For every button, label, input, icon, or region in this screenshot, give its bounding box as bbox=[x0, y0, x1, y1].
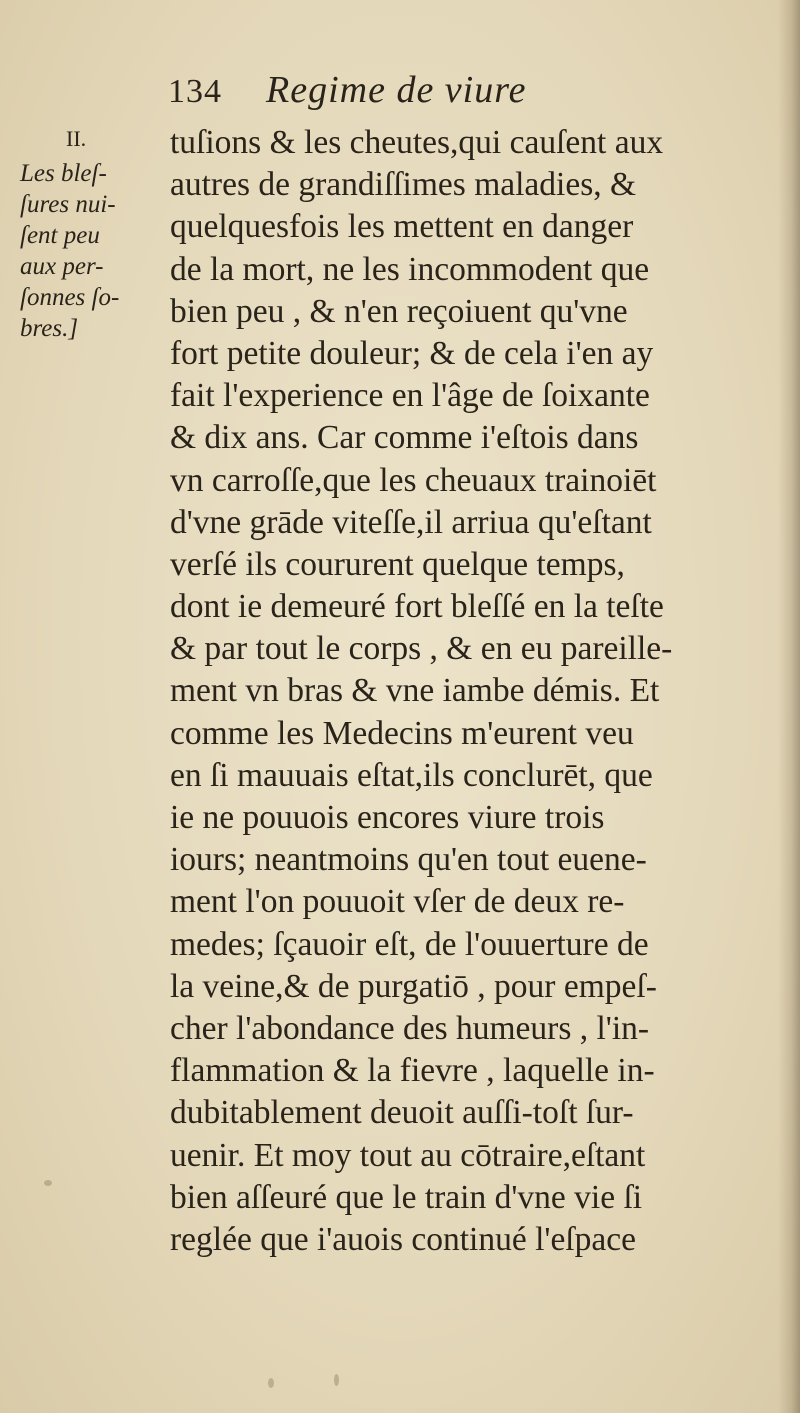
ink-spot bbox=[268, 1378, 274, 1388]
text-line: verſé ils coururent quelque temps, bbox=[170, 545, 625, 583]
running-title: Regime de viure bbox=[266, 69, 527, 111]
page-spine-shadow bbox=[778, 0, 800, 1413]
marginal-number: II. bbox=[66, 126, 87, 151]
text-line: fait l'experience en l'âge de ſoixante bbox=[170, 377, 650, 415]
text-line: autres de grandiſſimes maladies, & bbox=[170, 166, 637, 204]
marginal-note-line: aux per- bbox=[20, 253, 104, 280]
text-line: fort petite douleur; & de cela i'en ay bbox=[170, 334, 654, 372]
text-line: tuſions & les cheutes,qui cauſent aux bbox=[170, 124, 664, 161]
text-line: ment vn bras & vne iambe démis. Et bbox=[170, 672, 660, 710]
marginal-note-line: ſent peu bbox=[20, 222, 100, 249]
text-line: comme les Medecins m'eurent veu bbox=[170, 714, 634, 752]
text-line: reglée que i'auois continué l'eſpace bbox=[170, 1220, 636, 1258]
text-line: vn carroſſe,que les cheuaux trainoiēt bbox=[170, 461, 657, 499]
text-line: bien peu , & n'en reçoiuent qu'vne bbox=[170, 292, 628, 330]
text-line: dont ie demeuré fort bleſſé en la teſte bbox=[170, 588, 664, 626]
ink-spot bbox=[334, 1374, 339, 1386]
text-line: & par tout le corps , & en eu pareille- bbox=[170, 630, 673, 668]
text-line: & dix ans. Car comme i'eſtois dans bbox=[170, 419, 639, 457]
text-line: cher l'abondance des humeurs , l'in- bbox=[170, 1009, 650, 1047]
marginal-note-line: ſures nui- bbox=[20, 191, 116, 218]
page-number: 134 bbox=[168, 73, 222, 110]
text-line: medes; ſçauoir eſt, de l'ouuerture de bbox=[170, 925, 649, 963]
marginal-note-line: bres.] bbox=[20, 315, 79, 342]
text-line: d'vne grāde viteſſe,il arriua qu'eſtant bbox=[170, 503, 652, 541]
text-line: en ſi mauuais eſtat,ils conclurēt, que bbox=[170, 756, 653, 794]
text-line: bien aſſeuré que le train d'vne vie ſi bbox=[170, 1178, 643, 1216]
text-line: de la mort, ne les incommodent que bbox=[170, 250, 650, 288]
text-line: iours; neantmoins qu'en tout euene- bbox=[170, 841, 647, 879]
text-line: flammation & la fievre , laquelle in- bbox=[170, 1052, 655, 1090]
text-line: ie ne pouuois encores viure trois bbox=[170, 799, 605, 836]
body-text bbox=[170, 122, 770, 1261]
marginal-note-line: Les bleſ- bbox=[20, 160, 107, 187]
page-header bbox=[168, 68, 688, 118]
text-line: ment l'on pouuoit vſer de deux re- bbox=[170, 883, 625, 921]
text-line: quelquesfois les mettent en danger bbox=[170, 208, 634, 246]
text-line: dubitablement deuoit auſſi-toſt ſur- bbox=[170, 1094, 634, 1132]
ink-spot bbox=[44, 1180, 52, 1186]
text-line: uenir. Et moy tout au cōtraire,eſtant bbox=[170, 1136, 646, 1174]
text-line: la veine,& de purgatiō , pour empeſ- bbox=[170, 967, 657, 1005]
marginal-note bbox=[20, 158, 158, 344]
marginal-note-line: ſonnes ſo- bbox=[20, 284, 120, 311]
